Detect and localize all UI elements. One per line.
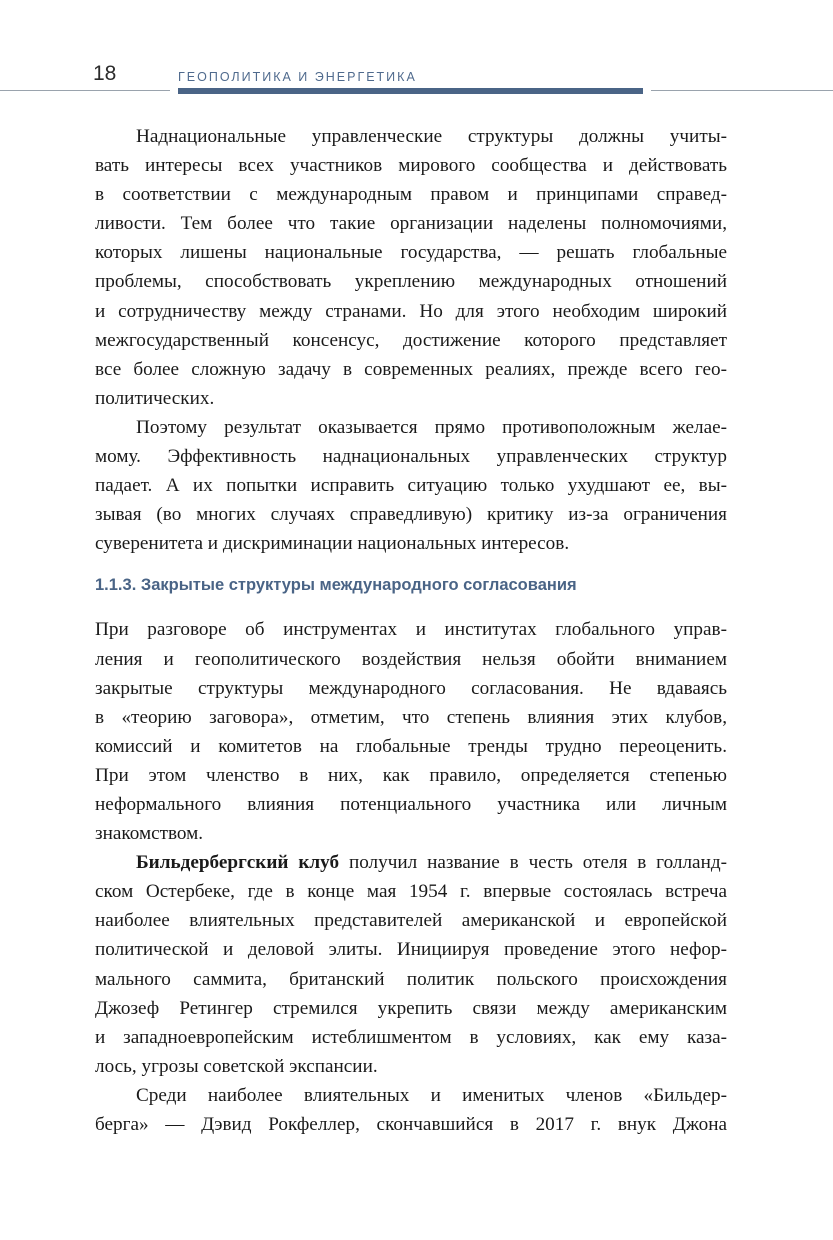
text-line: мального саммита, британский политик польского происхождения: [95, 968, 727, 990]
text-line: Наднациональные управленческие структуры должны учиты-: [136, 126, 727, 147]
text-line: в соответствии с международным правом и принципами справед-: [95, 184, 727, 206]
text-line: все более сложную задачу в современных реалиях, прежде всего гео-: [95, 358, 727, 380]
running-title: ГЕОПОЛИТИКА И ЭНЕРГЕТИКА: [178, 70, 417, 84]
paragraph-3: [95, 615, 727, 848]
text-line: вать интересы всех участников мирового сообщества и действовать: [95, 155, 727, 177]
text-line: ления и геополитического воздействия нельзя обойти вниманием: [95, 648, 727, 670]
text-line: и сотрудничеству между странами. Но для этого необходим широкий: [95, 300, 727, 322]
paragraph-4: [95, 848, 727, 1081]
paragraph-1: [95, 122, 727, 413]
text-line: знакомством.: [95, 823, 204, 845]
page-number: 18: [93, 62, 117, 85]
body-text: [95, 122, 727, 1139]
text-fragment: получил название в честь отеля в голланд-: [339, 852, 727, 874]
section-heading: 1.1.3. Закрытые структуры международного согласования: [95, 576, 577, 595]
text-line: зывая (во многих случаях справедливую) критику из-за ограничения: [95, 504, 727, 526]
text-line: неформального влияния потенциального участника или личным: [95, 793, 727, 815]
text-line: [95, 848, 727, 877]
text-line: мому. Эффективность наднациональных управленческих структур: [95, 446, 727, 468]
text-line: и западноевропейским истеблишментом в условиях, как ему каза-: [95, 1026, 727, 1048]
text-line: ском Остербеке, где в конце мая 1954 г. впервые состоялась встреча: [95, 881, 727, 903]
text-line: суверенитета и дискриминации национальных интересов.: [95, 533, 570, 555]
text-line: комиссий и комитетов на глобальные тренды трудно переоценить.: [95, 735, 727, 757]
header-rule-right: [651, 90, 833, 91]
text-line: политических.: [95, 387, 215, 409]
paragraph-5: [95, 1081, 727, 1139]
text-line: в «теорию заговора», отметим, что степень влияния этих клубов,: [95, 706, 727, 728]
text-line: Джозеф Ретингер стремился укрепить связи между американским: [95, 997, 727, 1019]
text-line: которых лишены национальные государства, — решать глобальные: [95, 242, 727, 264]
text-line: лось, угрозы советской экспансии.: [95, 1055, 378, 1077]
text-line: наиболее влиятельных представителей американской и европейской: [95, 910, 727, 932]
text-line: падает. А их попытки исправить ситуацию только ухудшают ее, вы-: [95, 475, 727, 497]
header-rule-left: [0, 90, 170, 91]
text-line: проблемы, способствовать укреплению международных отношений: [95, 271, 727, 293]
text-line: ливости. Тем более что такие организации наделены полномочиями,: [95, 213, 727, 235]
text-line: закрытые структуры международного согласования. Не вдаваясь: [95, 677, 727, 699]
text-line: Среди наиболее влиятельных и именитых членов «Бильдер-: [136, 1084, 727, 1106]
text-line: межгосударственный консенсус, достижение которого представляет: [95, 329, 727, 351]
text-line: Поэтому результат оказывается прямо противоположным желае-: [136, 416, 727, 438]
text-line: При этом членство в них, как правило, определяется степенью: [95, 764, 727, 786]
paragraph-2: [95, 413, 727, 558]
header-accent-bar: [178, 88, 643, 94]
text-line: берга» — Дэвид Рокфеллер, скончавшийся в 2017 г. внук Джона: [95, 1114, 727, 1135]
bold-term: Бильдербергский клуб: [136, 852, 340, 874]
text-line: политической и деловой элиты. Инициируя проведение этого нефор-: [95, 939, 727, 961]
text-line: При разговоре об инструментах и институтах глобального управ-: [95, 619, 727, 641]
